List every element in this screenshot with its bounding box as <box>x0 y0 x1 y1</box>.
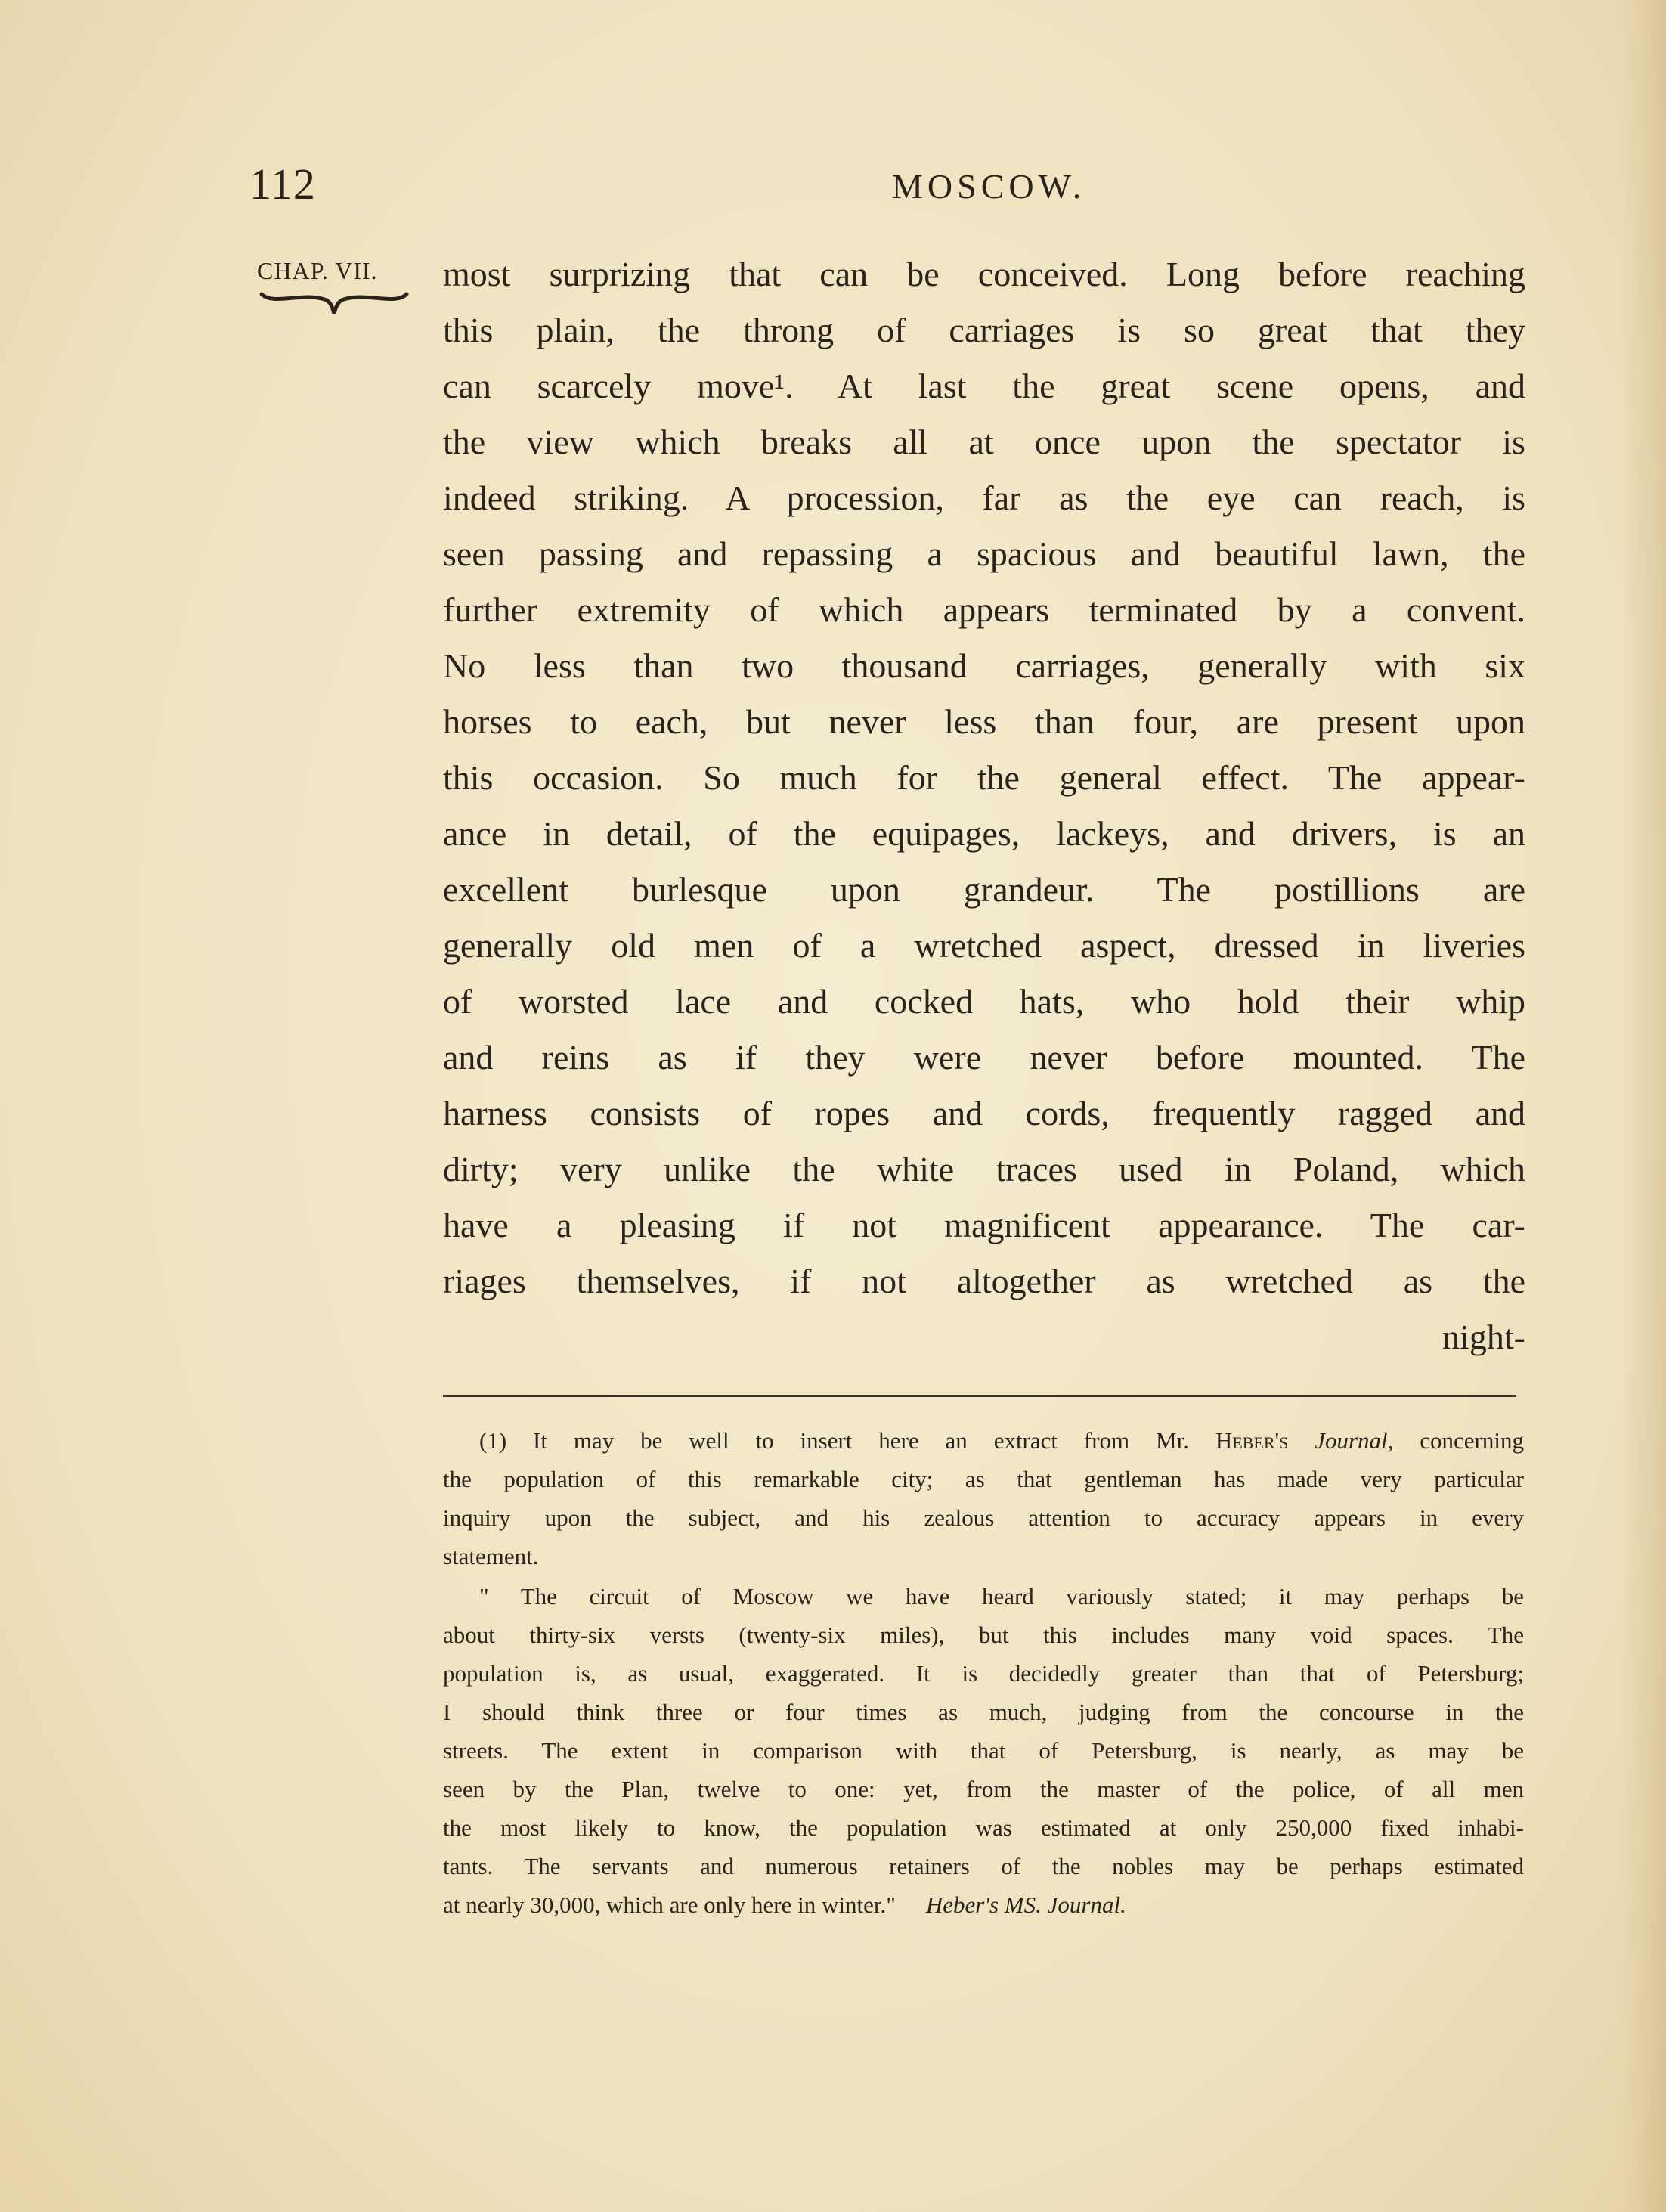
footnote-author-name: Heber's <box>1215 1427 1289 1454</box>
body-line: have a pleasing if not magnificent appearance. The car- <box>443 1206 1525 1244</box>
body-line: ance in detail, of the equipages, lackeys, and drivers, is an <box>443 814 1525 853</box>
footnote-quote-line: the most likely to know, the population was estimated at only 250,000 fixed inhabi- <box>443 1814 1524 1841</box>
footnote-attribution: Heber's MS. Journal. <box>925 1891 1126 1918</box>
footnote-line: inquiry upon the subject, and his zealous attention to accuracy appears in every <box>443 1504 1524 1531</box>
footnote-line: the population of this remarkable city; as that gentleman has made very particular <box>443 1466 1524 1492</box>
footnote-quote-line: about thirty-six versts (twenty-six miles), but this includes many void spaces. The <box>443 1622 1524 1648</box>
footnote-journal-title: Journal, <box>1315 1427 1394 1454</box>
footnote-quote-line: streets. The extent in comparison with that of Petersburg, is nearly, as may be <box>443 1737 1524 1764</box>
body-line: harness consists of ropes and cords, frequently ragged and <box>443 1094 1525 1132</box>
body-line: this occasion. So much for the general effect. The appear- <box>443 758 1525 797</box>
body-line: generally old men of a wretched aspect, dressed in liveries <box>443 926 1525 965</box>
brace-ornament-icon <box>259 288 410 318</box>
page-edge-shadow <box>1621 0 1666 2212</box>
footnote-line: statement. <box>443 1543 539 1569</box>
body-line: this plain, the throng of carriages is so great that they <box>443 311 1525 349</box>
page-number: 112 <box>249 160 316 209</box>
footnote-quote-end: at nearly 30,000, which are only here in winter." <box>443 1891 896 1918</box>
body-line: of worsted lace and cocked hats, who hold their whip <box>443 982 1525 1021</box>
body-text <box>443 246 1525 1365</box>
body-line: dirty; very unlike the white traces used in Poland, which <box>443 1150 1525 1188</box>
running-title: MOSCOW. <box>892 167 1086 206</box>
footnote-text: (1) It may be well to insert here an extract from Mr. <box>479 1427 1189 1454</box>
footnote-quote-line <box>443 1885 1524 1924</box>
footnote-quote-line: seen by the Plan, twelve to one: yet, from the master of the police, of all men <box>443 1776 1524 1802</box>
body-line: No less than two thousand carriages, generally with six <box>443 646 1525 685</box>
body-line: indeed striking. A procession, far as the eye can reach, is <box>443 479 1525 517</box>
body-line: horses to each, but never less than four, are present upon <box>443 702 1525 741</box>
body-line: can scarcely move¹. At last the great scene opens, and <box>443 367 1525 405</box>
body-line: and reins as if they were never before mounted. The <box>443 1038 1525 1077</box>
footnote-quote-line: tants. The servants and numerous retainers of the nobles may be perhaps estimated <box>443 1853 1524 1879</box>
chapter-marginal-note <box>257 257 408 318</box>
body-line: further extremity of which appears terminated by a convent. <box>443 590 1525 629</box>
chapter-label: CHAP. VII. <box>257 257 378 284</box>
body-line: most surprizing that can be conceived. Long before reaching <box>443 255 1525 293</box>
catchword: night- <box>1442 1318 1525 1356</box>
footnote-text: concerning <box>1420 1427 1524 1454</box>
body-line: excellent burlesque upon grandeur. The postillions are <box>443 870 1525 909</box>
footnote-quote-line: I should think three or four times as much, judging from the concourse in the <box>443 1699 1524 1725</box>
body-line: seen passing and repassing a spacious and beautiful lawn, the <box>443 534 1525 573</box>
footnote-quote-line: population is, as usual, exaggerated. It is decidedly greater than that of Petersburg; <box>443 1660 1524 1687</box>
body-line: the view which breaks all at once upon the spectator is <box>443 423 1525 461</box>
footnote-quote-line: " The circuit of Moscow we have heard variously stated; it may perhaps be <box>479 1583 1524 1609</box>
footnote-rule <box>443 1395 1516 1397</box>
footnote-line <box>443 1421 1524 1460</box>
body-line: riages themselves, if not altogether as wretched as the <box>443 1262 1525 1300</box>
footnote <box>443 1421 1524 1924</box>
